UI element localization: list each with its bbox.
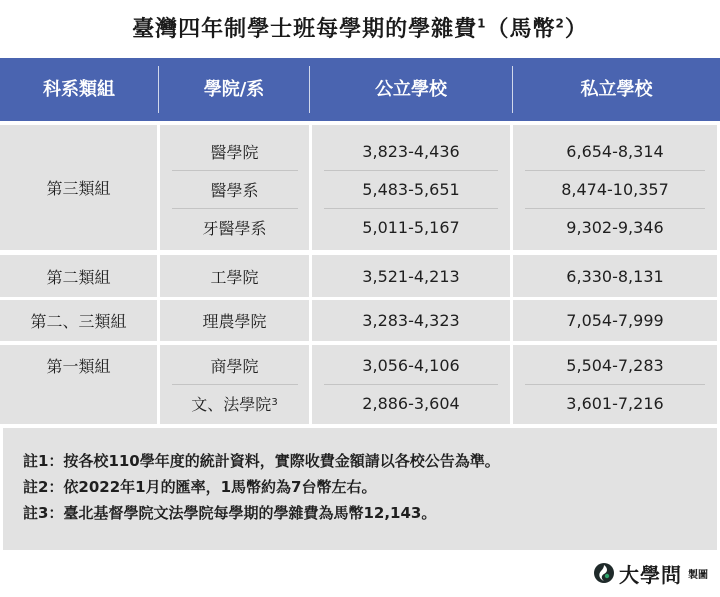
table-header — [0, 58, 720, 121]
private-fee-cell: 6,330-8,131 — [566, 266, 664, 286]
dxw-logo-icon — [593, 562, 615, 584]
public-fee-cell: 2,886-3,604 — [362, 393, 460, 413]
dept-cell: 醫學院 — [210, 142, 259, 162]
private-fee-cell: 3,601-7,216 — [566, 393, 664, 413]
private-fee-cell: 6,654-8,314 — [566, 141, 664, 161]
public-fee-cell: 3,823-4,436 — [362, 141, 460, 161]
title-text: 臺灣四年制學士班每學期的學雜費 — [132, 17, 478, 42]
dept-label: 文、法學院 — [191, 394, 272, 414]
header-public: 公立學校 — [375, 79, 447, 100]
group-name: 第二、三類組 — [30, 312, 127, 331]
group-name: 第一類組 — [46, 356, 111, 376]
dept-cell: 牙醫學系 — [202, 218, 267, 238]
private-fee-cell: 7,054-7,999 — [566, 311, 664, 330]
private-fee-cell: 9,302-9,346 — [566, 217, 664, 237]
table-group — [0, 300, 720, 341]
public-fee-cell: 5,011-5,167 — [362, 217, 460, 237]
table-group — [0, 255, 720, 297]
public-fee-cell: 5,483-5,651 — [362, 179, 460, 199]
header-category: 科系類組 — [43, 79, 115, 100]
footnote-1: 註1：按各校110學年度的統計資料，實際收費金額請以各校公告為準。 — [23, 452, 500, 470]
title-close-paren: ） — [564, 17, 588, 42]
table-group — [0, 125, 720, 250]
group-name: 第三類組 — [46, 179, 111, 198]
private-fee-cell: 5,504-7,283 — [566, 355, 664, 375]
title-currency: （馬幣 — [486, 17, 556, 42]
private-fee-cell: 8,474-10,357 — [561, 179, 669, 199]
dept-cell: 工學院 — [210, 267, 259, 287]
title-footnote-1: 1 — [477, 16, 487, 31]
brand-suffix: 製圖 — [688, 569, 708, 581]
table-group — [0, 345, 720, 424]
header-department: 學院/系 — [203, 79, 265, 100]
public-fee-cell: 3,521-4,213 — [362, 266, 460, 286]
header-private: 私立學校 — [580, 79, 653, 100]
footnotes-box — [3, 428, 717, 550]
brand-name: 大學問 — [619, 562, 682, 587]
title-footnote-2: 2 — [555, 16, 565, 31]
page-title — [0, 12, 720, 43]
dept-cell: 理農學院 — [202, 312, 267, 331]
dept-cell: 文、法學院 3 — [160, 385, 309, 421]
footnote-2: 註2：依2022年1月的匯率，1馬幣約為7台幣左右。 — [23, 478, 377, 496]
dept-cell: 商學院 — [210, 356, 259, 376]
public-fee-cell: 3,283-4,323 — [362, 311, 460, 330]
footnote-3: 註3：臺北基督學院文法學院每學期的學雜費為馬幣12,143。 — [23, 504, 437, 522]
dept-cell: 醫學系 — [210, 180, 259, 200]
brand-logo — [593, 560, 708, 586]
group-name: 第二類組 — [46, 267, 111, 287]
public-fee-cell: 3,056-4,106 — [362, 355, 460, 375]
